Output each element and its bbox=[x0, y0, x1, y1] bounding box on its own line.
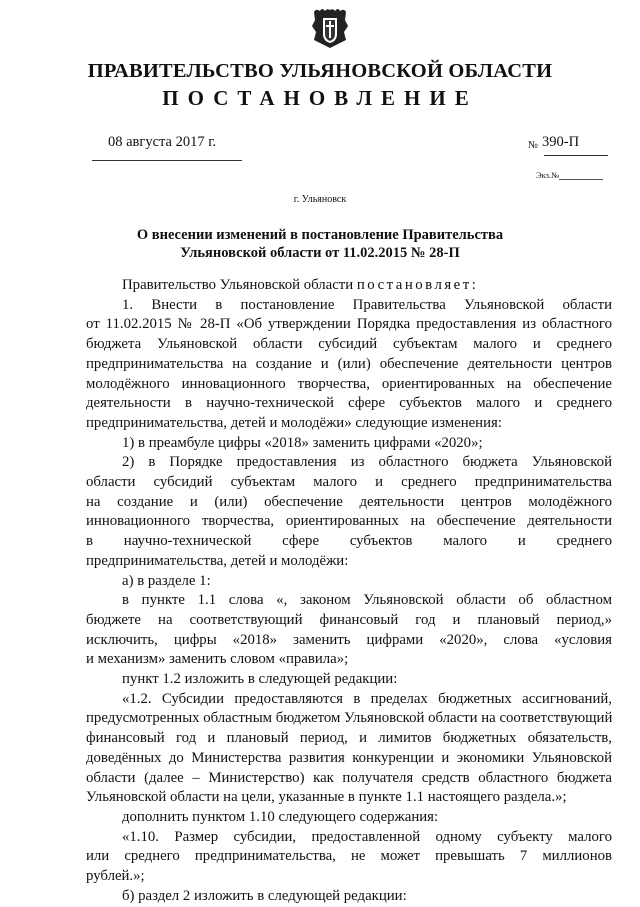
intro-text: Правительство Ульяновской области bbox=[122, 277, 357, 293]
body-line: рублей.»; bbox=[86, 868, 145, 885]
decree-date: 08 августа 2017 г. bbox=[108, 134, 217, 150]
body-line: инновационного творчества, ориентированных на обеспечение деятельности bbox=[86, 513, 612, 530]
body-line: пункт 1.2 изложить в следующей редакции: bbox=[122, 671, 398, 688]
subject-line: Ульяновской области от 11.02.2015 № 28-П bbox=[180, 245, 460, 261]
coat-of-arms-icon bbox=[308, 6, 352, 50]
body-line: бюджета Ульяновской области субсидий субъектам малого и среднего bbox=[86, 336, 612, 353]
decree-body bbox=[86, 276, 612, 907]
copy-label: Экз.№ bbox=[536, 170, 560, 180]
government-title: ПРАВИТЕЛЬСТВО УЛЬЯНОВСКОЙ ОБЛАСТИ bbox=[87, 60, 553, 82]
number-sign: № bbox=[528, 140, 539, 151]
copy-number-field bbox=[536, 170, 603, 180]
body-line: финансовый год и плановый период, и лимитов бюджетных обязательств, bbox=[86, 730, 612, 747]
city-label: г. Ульяновск bbox=[293, 194, 347, 205]
body-line: в пункте 1.1 слова «, законом Ульяновской области об областном bbox=[122, 592, 612, 609]
decree-subject bbox=[0, 226, 640, 262]
body-line: б) раздел 2 изложить в следующей редакции: bbox=[122, 887, 407, 904]
body-line: «1.2. Субсидии предоставляются в пределах бюджетных ассигнований, bbox=[122, 690, 612, 707]
body-line: деятельности в научно-технической сфере субъектов малого и среднего bbox=[86, 395, 612, 412]
number-value: 390-П bbox=[542, 134, 580, 150]
body-line: 1) в преамбуле цифры «2018» заменить цифрами «2020»; bbox=[122, 434, 483, 451]
intro-line bbox=[86, 276, 612, 296]
body-line: исключить, цифры «2018» заменить цифрами «2020», слова «условия bbox=[86, 631, 612, 648]
body-line: в научно-технической сфере субъектов малого и среднего bbox=[86, 533, 612, 550]
body-line: области (далее – Министерство) как получателя средств областного бюджета bbox=[86, 769, 612, 786]
body-line: доведённых до Министерства развития конкуренции и экономики Ульяновской bbox=[86, 749, 612, 766]
body-line: предпринимательства, детей и молодёжи» следующие изменения: bbox=[86, 414, 502, 431]
body-line: от 11.02.2015 № 28-П «Об утверждении Порядка предоставления из областного bbox=[86, 316, 612, 333]
body-line: Ульяновской области на цели, указанные в пункте 1.1 настоящего раздела.»; bbox=[86, 789, 567, 806]
number-underline bbox=[544, 155, 608, 156]
body-line: молодёжного инновационного творчества, ориентированных на обеспечение bbox=[86, 375, 612, 392]
body-line: 1. Внести в постановление Правительства Ульяновской области bbox=[122, 296, 612, 313]
body-line: на создание и (или) обеспечение деятельности центров молодёжного bbox=[86, 493, 612, 510]
subject-line: О внесении изменений в постановление Правительства bbox=[136, 227, 504, 243]
body-line: области субсидий субъектам малого и среднего предпринимательства bbox=[86, 474, 612, 491]
decree-number bbox=[528, 134, 618, 151]
intro-verb: постановляет bbox=[356, 277, 472, 293]
intro-colon: : bbox=[471, 277, 476, 293]
body-line: предпринимательства, детей и молодёжи: bbox=[86, 552, 349, 569]
document-type-title: ПОСТАНОВЛЕНИЕ bbox=[162, 86, 478, 110]
body-line: бюджете на соответствующий финансовый год и плановый период,» bbox=[86, 611, 612, 628]
copy-number-blank bbox=[559, 179, 603, 180]
body-line: дополнить пунктом 1.10 следующего содержания: bbox=[122, 808, 439, 825]
body-line: а) в разделе 1: bbox=[122, 572, 211, 589]
body-line: предусмотренных областным бюджетом Ульяновской области на соответствующий bbox=[86, 710, 612, 727]
body-line: предпринимательства на создание и (или) обеспечение деятельности центров bbox=[86, 355, 612, 372]
body-line: или среднего предпринимательства, не может превышать 7 миллионов bbox=[86, 848, 612, 865]
date-underline bbox=[92, 160, 242, 161]
body-line: и механизм» заменить словом «правила»; bbox=[86, 651, 349, 668]
body-line: 2) в Порядке предоставления из областного бюджета Ульяновской bbox=[122, 454, 612, 471]
body-line: «1.10. Размер субсидии, предоставленной одному субъекту малого bbox=[122, 828, 612, 845]
